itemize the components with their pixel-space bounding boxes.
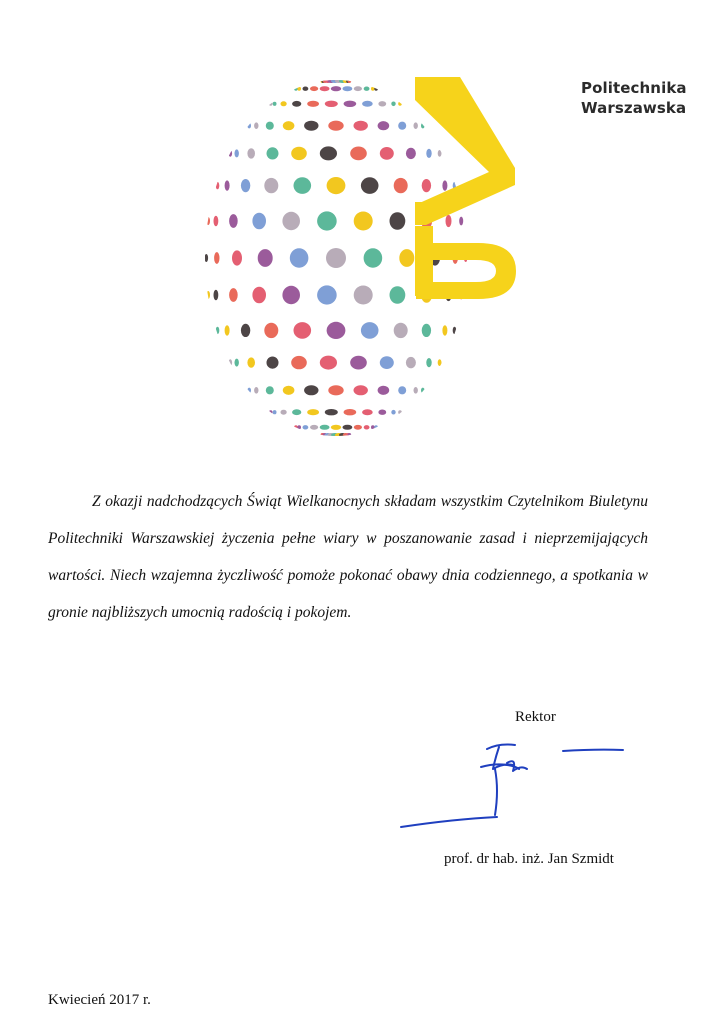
signatory-name: prof. dr hab. inż. Jan Szmidt	[444, 851, 614, 867]
egg-dot	[214, 252, 219, 264]
egg-dot	[214, 290, 219, 301]
egg-dot	[320, 146, 337, 160]
egg-dot	[421, 123, 425, 128]
egg-dot	[252, 287, 266, 304]
egg-dot	[378, 386, 390, 395]
egg-dot	[294, 425, 298, 429]
egg-dot	[453, 327, 457, 334]
egg-dot	[273, 410, 277, 414]
egg-dot	[327, 177, 346, 194]
egg-dot	[281, 101, 287, 106]
egg-dot	[371, 87, 375, 91]
egg-dot	[216, 182, 220, 189]
egg-dot	[414, 122, 418, 129]
egg-dot	[205, 254, 209, 262]
egg-dot	[331, 86, 341, 91]
egg-dot	[281, 410, 287, 415]
signatory-role: Rektor	[515, 709, 556, 725]
egg-dot	[269, 410, 273, 414]
egg-dot	[350, 356, 367, 370]
egg-dot	[266, 386, 274, 394]
egg-dot	[282, 212, 300, 230]
egg-dot	[343, 425, 353, 430]
egg-dot	[297, 425, 301, 429]
egg-dot	[303, 87, 309, 91]
egg-dot	[283, 386, 295, 395]
greeting-paragraph: Z okazji nadchodzących Świąt Wielkanocnych składam wszystkim Czytelnikom Biuletynu Politechniki Warszawskiej życzenia pełne wiary w poszanowanie zasad i nieprzemijających wartości. Niech wzajemna życzliwość pomoże pokonać obawy dnia codziennego, a spotkania w gronie najbliższych umocnią radością i pokojem.	[48, 493, 648, 621]
egg-dot	[320, 425, 330, 430]
egg-dot	[264, 178, 278, 193]
egg-dot	[380, 147, 394, 160]
egg-dot	[216, 327, 220, 334]
letter-date: Kwiecień 2017 r.	[48, 992, 151, 1008]
egg-dot	[371, 425, 375, 429]
egg-dot	[273, 102, 277, 106]
egg-dot	[264, 323, 278, 338]
egg-dot	[225, 325, 230, 335]
egg-dot	[394, 178, 408, 193]
egg-dot	[343, 86, 353, 91]
easter-egg-logo	[200, 75, 530, 445]
egg-dot	[310, 425, 318, 430]
egg-dot	[247, 123, 251, 128]
egg-dot	[390, 212, 406, 230]
egg-dot	[398, 122, 406, 130]
egg-dot	[344, 101, 357, 107]
egg-dot	[364, 425, 370, 429]
egg-dot	[320, 356, 337, 370]
egg-dot	[348, 79, 352, 83]
egg-dot	[269, 102, 273, 106]
egg-dot	[328, 385, 343, 395]
egg-dot	[292, 409, 301, 415]
egg-dot	[391, 102, 395, 107]
egg-dot	[241, 179, 250, 192]
handwritten-signature	[395, 735, 635, 835]
egg-dot	[254, 122, 258, 129]
egg-dot	[414, 387, 418, 394]
egg-dot	[442, 180, 447, 190]
egg-dot	[247, 148, 255, 158]
egg-dot	[350, 147, 367, 161]
egg-dot	[206, 291, 210, 299]
egg-dot	[214, 216, 219, 227]
egg-dot	[426, 149, 431, 158]
egg-dot	[398, 410, 402, 414]
egg-dot	[304, 121, 318, 131]
egg-dot	[266, 122, 274, 130]
egg-dot	[422, 179, 431, 192]
egg-dot	[422, 324, 431, 337]
egg-dot	[378, 101, 386, 106]
egg-dot	[229, 150, 233, 157]
egg-dot	[235, 149, 239, 157]
egg-dot	[297, 87, 301, 91]
egg-dot	[235, 359, 239, 367]
egg-dot	[304, 385, 318, 395]
egg-dot	[326, 248, 346, 268]
egg-dot	[378, 410, 386, 415]
university-brand	[581, 78, 687, 118]
egg-dot	[354, 86, 362, 91]
egg-dot	[374, 425, 378, 429]
egg-dot	[229, 214, 238, 228]
egg-dot	[398, 102, 402, 106]
egg-dot	[328, 121, 343, 131]
egg-dot	[364, 87, 370, 91]
egg-dot	[294, 177, 312, 194]
brand-line-2: Warszawska	[581, 99, 687, 117]
egg-dot	[320, 86, 330, 91]
egg-dot	[354, 121, 368, 131]
egg-dot	[232, 250, 242, 265]
egg-dot	[294, 87, 298, 91]
egg-dot	[291, 147, 307, 160]
egg-dot	[247, 388, 251, 393]
egg-dot	[307, 101, 319, 107]
egg-dot	[225, 180, 230, 190]
egg-dot	[438, 150, 442, 157]
egg-dot	[399, 249, 414, 267]
egg-dot	[354, 212, 373, 231]
egg-dot	[241, 324, 250, 337]
egg-dot	[354, 286, 373, 305]
egg-dot	[325, 409, 338, 415]
egg-dot	[310, 86, 318, 91]
egg-dot	[364, 248, 383, 267]
egg-dot	[406, 357, 416, 368]
egg-dot	[283, 121, 295, 130]
egg-dot	[446, 215, 452, 227]
egg-dot	[292, 101, 301, 107]
egg-dot	[325, 101, 338, 107]
egg-dot	[459, 217, 463, 226]
egg-dot	[258, 249, 273, 267]
egg-dot	[291, 356, 307, 369]
egg-dot	[362, 101, 373, 107]
egg-dot	[394, 323, 408, 338]
egg-dot	[426, 358, 431, 367]
greeting-text	[48, 483, 648, 631]
egg-dot	[361, 322, 379, 339]
egg-dot	[282, 286, 300, 304]
egg-dot	[380, 356, 394, 369]
egg-dot	[331, 425, 341, 430]
egg-dot	[267, 147, 279, 159]
egg-dot	[442, 325, 447, 335]
egg-dot	[254, 387, 258, 394]
egg-dot	[398, 386, 406, 394]
egg-dot	[317, 285, 337, 304]
egg-dot	[290, 248, 309, 267]
egg-dot	[354, 425, 362, 430]
egg-dot	[378, 121, 390, 130]
egg-dot	[362, 409, 373, 415]
egg-dot	[206, 217, 210, 225]
egg-dot	[229, 359, 233, 366]
egg-dot	[247, 357, 255, 367]
brand-line-1: Politechnika	[581, 79, 687, 97]
egg-dot	[390, 286, 406, 304]
egg-dot	[294, 322, 312, 339]
egg-dot	[327, 322, 346, 339]
egg-dot	[303, 425, 309, 429]
egg-dot	[229, 288, 238, 302]
egg-dot	[344, 409, 357, 415]
egg-dot	[252, 213, 266, 230]
egg-dot	[348, 433, 352, 437]
egg-dot	[267, 357, 279, 369]
egg-dot	[391, 410, 395, 415]
egg-dot	[361, 177, 379, 194]
egg-dot	[421, 388, 425, 393]
egg-dot	[354, 385, 368, 395]
egg-dot	[307, 409, 319, 415]
egg-dot	[438, 359, 442, 366]
egg-dot	[374, 87, 378, 91]
egg-dot	[317, 211, 337, 230]
egg-dot	[406, 148, 416, 159]
